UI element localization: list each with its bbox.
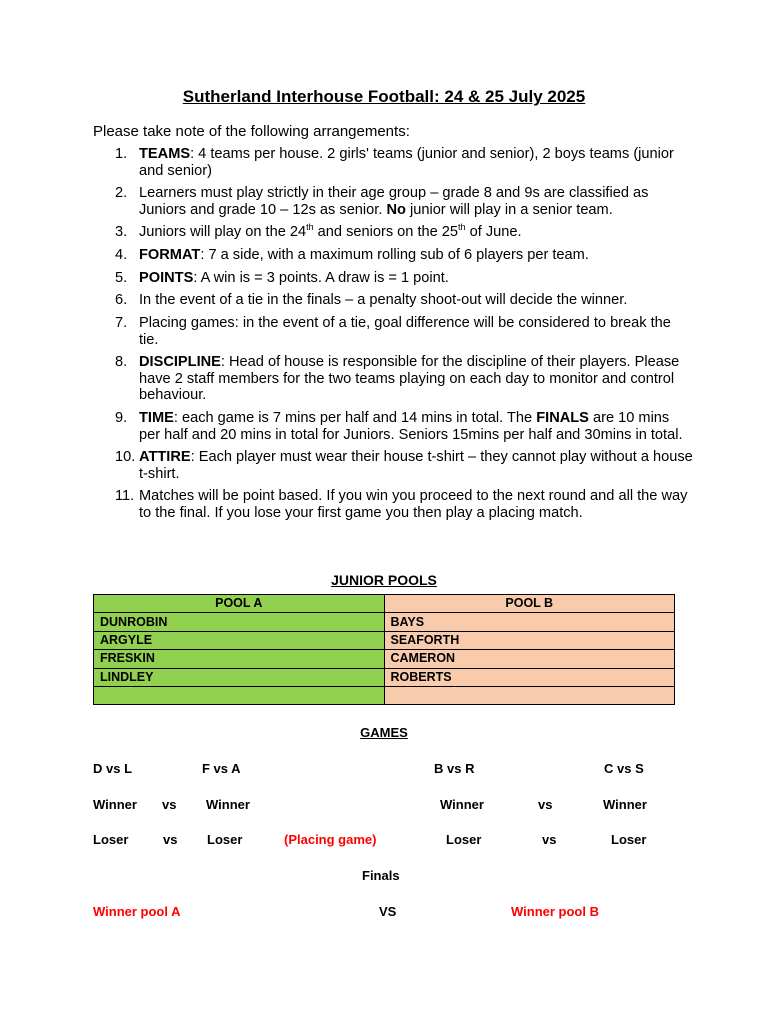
item-keyword: POINTS — [139, 269, 194, 286]
item-number: 10. — [115, 449, 136, 466]
arrangements-list — [93, 146, 693, 528]
item-text: Learners must play strictly in their age group – grade 8 and 9s are classified as Juniors and grade 10 – 12s as senior. — [139, 185, 649, 218]
game-b-vs-r: B vs R — [434, 761, 475, 776]
item-text: are 10 mins per half and 20 mins in total for Juniors. Seniors 15mins per half and 30mins in total. — [139, 410, 683, 443]
page-title: Sutherland Interhouse Football: 24 & 25 July 2025 — [182, 87, 586, 106]
list-item-8 — [93, 354, 693, 404]
item-text: : A win is = 3 points. A draw is = 1 point. — [193, 269, 449, 286]
item-keyword: ATTIRE — [139, 449, 191, 466]
item-number: 6. — [115, 292, 128, 309]
pool-a-cell: ARGYLE — [94, 631, 385, 649]
pools-title: JUNIOR POOLS — [331, 572, 437, 588]
item-keyword: TIME — [139, 410, 174, 426]
item-text: In the event of a tie in the finals – a penalty shoot-out will decide the winner. — [139, 292, 628, 309]
pool-a-header: POOL A — [94, 595, 385, 613]
item-number: 2. — [115, 185, 128, 202]
pool-b-cell — [384, 686, 675, 704]
list-item-11 — [93, 488, 693, 521]
list-item-4 — [93, 247, 693, 264]
list-item-3 — [93, 224, 693, 241]
vs-label: vs — [538, 797, 553, 812]
table-row — [94, 668, 675, 686]
list-item-7 — [93, 315, 693, 348]
winner-label: Winner — [603, 797, 647, 812]
item-number: 4. — [115, 247, 128, 264]
pool-b-header: POOL B — [384, 595, 675, 613]
item-keyword: No — [386, 201, 406, 218]
superscript: th — [306, 222, 314, 233]
loser-label: Loser — [611, 832, 647, 847]
list-item-5 — [93, 270, 693, 287]
vs-label: vs — [162, 797, 177, 812]
list-item-1 — [93, 146, 693, 179]
final-pool-b: Winner pool B — [511, 904, 599, 919]
list-item-2 — [93, 185, 693, 218]
item-number: 1. — [115, 146, 128, 162]
games-title: GAMES — [360, 725, 408, 740]
pool-a-cell: LINDLEY — [94, 668, 385, 686]
pool-b-cell: ROBERTS — [384, 668, 675, 686]
final-pool-a: Winner pool A — [93, 904, 181, 919]
table-row — [94, 631, 675, 649]
table-row — [94, 613, 675, 631]
winner-label: Winner — [93, 797, 137, 812]
pool-a-cell: DUNROBIN — [94, 613, 385, 631]
pool-a-cell: FRESKIN — [94, 650, 385, 668]
item-text: junior will play in a senior team. — [405, 201, 613, 218]
loser-label: Loser — [93, 832, 129, 847]
table-row — [94, 686, 675, 704]
finals-label: Finals — [362, 868, 400, 883]
item-text: of June. — [465, 224, 522, 241]
intro-text: Please take note of the following arrangements: — [93, 123, 410, 140]
list-item-9 — [93, 410, 693, 443]
pools-table — [93, 594, 675, 705]
item-text: : 7 a side, with a maximum rolling sub of 6 players per team. — [200, 247, 589, 264]
item-text: and seniors on the 25 — [313, 224, 459, 241]
item-text: : 4 teams per house. 2 girls' teams (junior and senior), 2 boys teams (junior and senior) — [139, 146, 674, 179]
item-keyword: FORMAT — [139, 247, 201, 264]
item-text: Matches will be point based. If you win you proceed to the next round and all the way to the final. If you lose your first game you then play a placing match. — [139, 488, 688, 521]
item-number: 8. — [115, 354, 128, 371]
item-number: 5. — [115, 269, 128, 286]
pool-b-cell: BAYS — [384, 613, 675, 631]
list-item-10 — [93, 449, 693, 482]
item-keyword: DISCIPLINE — [139, 354, 221, 371]
item-text: Juniors will play on the 24 — [139, 224, 307, 241]
final-vs-label: VS — [379, 904, 397, 919]
loser-label: Loser — [446, 832, 482, 847]
item-text: : Head of house is responsible for the discipline of their players. Please have 2 staff members for the two teams playing on each day to monitor and control behaviour. — [139, 354, 680, 404]
item-number: 11. — [115, 488, 135, 505]
item-number: 3. — [115, 224, 128, 241]
item-keyword: TEAMS — [139, 146, 191, 162]
item-text: : Each player must wear their house t-shirt – they cannot play without a house t-shirt. — [139, 449, 693, 482]
item-text: : each game is 7 mins per half and 14 mins in total. The — [173, 410, 537, 426]
item-text: Placing games: in the event of a tie, goal difference will be considered to break the tie. — [139, 315, 671, 348]
winner-label: Winner — [206, 797, 250, 812]
table-header-row — [94, 595, 675, 613]
item-keyword: FINALS — [536, 410, 589, 426]
table-row — [94, 650, 675, 668]
list-item-6 — [93, 292, 693, 309]
placing-game-label: (Placing game) — [284, 832, 377, 847]
superscript: th — [458, 222, 466, 233]
vs-label: vs — [542, 832, 557, 847]
item-number: 9. — [115, 410, 128, 426]
pool-b-cell: CAMERON — [384, 650, 675, 668]
vs-label: vs — [163, 832, 178, 847]
item-number: 7. — [115, 315, 128, 332]
pool-a-cell — [94, 686, 385, 704]
winner-label: Winner — [440, 797, 484, 812]
pool-b-cell: SEAFORTH — [384, 631, 675, 649]
loser-label: Loser — [207, 832, 243, 847]
game-d-vs-l: D vs L — [93, 761, 133, 776]
game-f-vs-a: F vs A — [202, 761, 241, 776]
game-c-vs-s: C vs S — [604, 761, 644, 776]
